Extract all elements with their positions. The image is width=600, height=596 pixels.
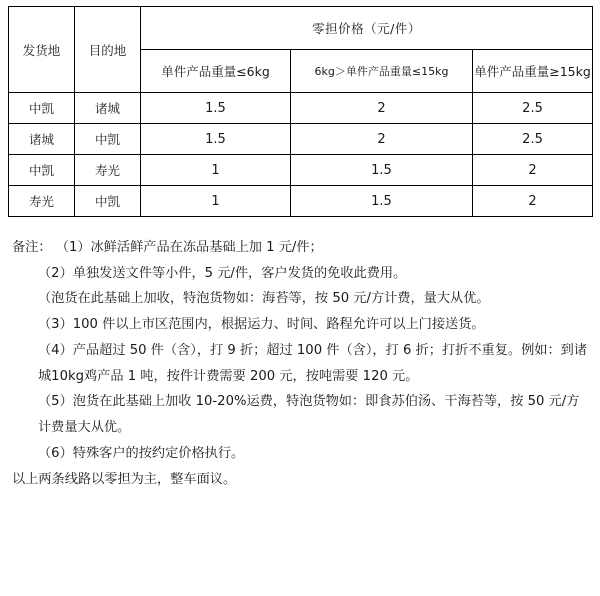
cell-destination: 中凯 — [75, 186, 141, 217]
column-header-weight-3: 单件产品重量≥15kg — [473, 50, 593, 93]
table-row — [9, 124, 593, 155]
note-item-7: （6）特殊客户的按约定价格执行。 — [38, 445, 245, 461]
table-header-row-1 — [9, 7, 593, 50]
column-header-destination: 目的地 — [75, 7, 141, 93]
cell-weight-1-price: 1.5 — [141, 93, 291, 124]
cell-destination: 中凯 — [75, 124, 141, 155]
notes-label: 备注： — [12, 240, 52, 255]
cell-weight-2-price: 2 — [291, 93, 473, 124]
column-header-price-group: 零担价格（元/件） — [141, 7, 593, 50]
cell-origin: 寿光 — [9, 186, 75, 217]
cell-weight-3-price: 2.5 — [473, 93, 593, 124]
note-item-5: （4）产品超过 50 件（含），打 9 折；超过 100 件（含），打 6 折；打折不重复。例如：到诸城10kg鸡产品 1 吨，按件计费需要 200 元，按吨需要 120 元。 — [38, 342, 588, 384]
cell-origin: 诸城 — [9, 124, 75, 155]
note-item-3: （泡货在此基础上加收，特泡货物如：海苔等，按 50 元/方计费，量大从优。 — [38, 291, 490, 307]
note-item-7-line — [12, 441, 588, 467]
note-item-5-line — [12, 338, 588, 389]
cell-destination: 寿光 — [75, 155, 141, 186]
cell-weight-1-price: 1 — [141, 155, 291, 186]
cell-origin: 中凯 — [9, 155, 75, 186]
cell-weight-3-price: 2 — [473, 155, 593, 186]
note-item-6: （5）泡货在此基础上加收 10-20%运费，特泡货物如：即食苏伯汤、干海苔等，按 50 元/方计费量大从优。 — [38, 394, 580, 436]
table-row — [9, 186, 593, 217]
notes-footer-line — [12, 467, 588, 493]
note-item-2-line — [12, 261, 588, 287]
column-header-weight-2: 6kg＞单件产品重量≤15kg — [291, 50, 473, 93]
cell-origin: 中凯 — [9, 93, 75, 124]
cell-weight-1-price: 1 — [141, 186, 291, 217]
note-item-1: （1）冰鲜活鲜产品在冻品基础上加 1 元/件； — [55, 240, 323, 255]
table-row — [9, 93, 593, 124]
table-row — [9, 155, 593, 186]
table-body — [9, 93, 593, 217]
notes-label-line — [12, 235, 588, 261]
cell-destination: 诸城 — [75, 93, 141, 124]
column-header-weight-1: 单件产品重量≤6kg — [141, 50, 291, 93]
freight-rate-table — [8, 6, 593, 217]
notes-section — [12, 235, 588, 492]
cell-weight-2-price: 1.5 — [291, 155, 473, 186]
table-head — [9, 7, 593, 93]
note-item-2: （2）单独发送文件等小件，5 元/件，客户发货的免收此费用。 — [38, 265, 407, 281]
cell-weight-2-price: 1.5 — [291, 186, 473, 217]
note-item-4-line — [12, 312, 588, 338]
notes-footer: 以上两条线路以零担为主，整车面议。 — [12, 471, 237, 487]
note-item-3-line — [12, 286, 588, 312]
cell-weight-2-price: 2 — [291, 124, 473, 155]
note-item-6-line — [12, 389, 588, 440]
cell-weight-3-price: 2.5 — [473, 124, 593, 155]
note-item-4: （3）100 件以上市区范围内，根据运力、时间、路程允许可以上门接送货。 — [38, 317, 485, 333]
cell-weight-1-price: 1.5 — [141, 124, 291, 155]
cell-weight-3-price: 2 — [473, 186, 593, 217]
column-header-origin: 发货地 — [9, 7, 75, 93]
